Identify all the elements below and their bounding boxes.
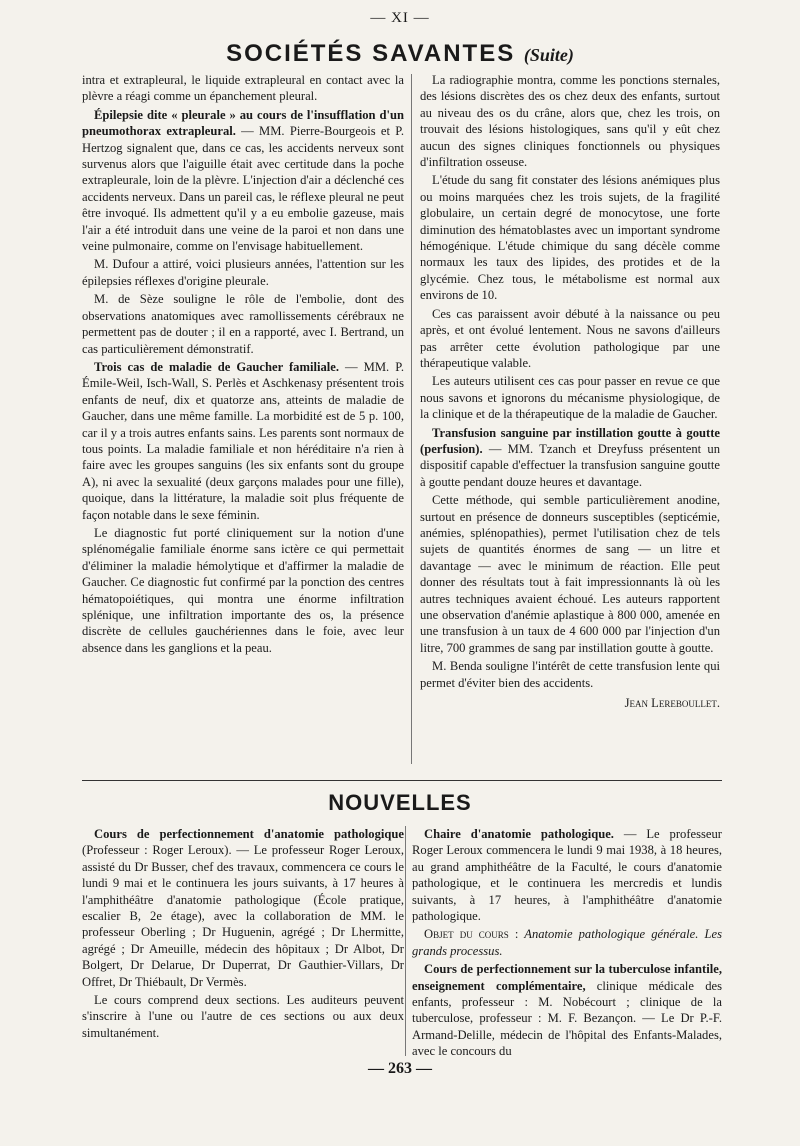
paragraph: M. Dufour a attiré, voici plusieurs années, l'attention sur les épilepsies réflexes d'origine pleurale. — [82, 257, 404, 288]
paragraph: M. Benda souligne l'intérêt de cette transfusion lente qui permet d'éviter bien des accidents. — [420, 659, 720, 690]
section-title: SOCIÉTÉS SAVANTES — [226, 40, 516, 67]
paragraph: La radiographie montra, comme les ponctions sternales, des lésions discrètes des os chez deux des enfants, surtout au niveau des os du crâne, alors que, chez les trois, on trouvait des lésions histologiques, sans qu'il y eût chez aucun des signes cliniques fonctionnels ou physiques d'infiltration osseuse. — [420, 73, 720, 170]
column-divider — [405, 826, 406, 1056]
paragraph: Objet du cours : Anatomie pathologique générale. Les grands processus. — [412, 927, 722, 958]
label: Objet du cours : — [424, 927, 519, 942]
paragraph: Épilepsie dite « pleurale » au cours de l'insufflation d'un pneumothorax extrapleural. — MM. Pierre-Bourgeois et P. Hertzog signalent que, dans ce cas, les accidents nerveux sont survenus alors que l'aiguille était avec certitude dans la poche extrapleurale, loin de la plèvre. L'injection d'air a déclenché ces accidents nerveux. Dans un pareil cas, le réflexe pleural ne peut être invoqué. Ils admettent qu'il y a eu embolie gazeuse, mais l'air a été introduit dans une veine de la paroi et non dans une veine pulmonaire, comme on l'envisage habituellement. — [82, 107, 404, 254]
paragraph: Transfusion sanguine par instillation goutte à goutte (perfusion). — MM. Tzanch et Dreyfuss présentent un dispositif capable d'effectuer la transfusion sanguine goutte à goutte pendant douze heures et davantage. — [420, 425, 720, 489]
paragraph: M. de Sèze souligne le rôle de l'embolie, dont des observations anatomiques avec ramollissements cérébraux ne permettent pas de douter ; il en a rapporté, avec I. Bertrand, un cas particulièrement démonstratif. — [82, 292, 404, 356]
column-divider — [411, 74, 412, 764]
paragraph: Chaire d'anatomie pathologique. — Le professeur Roger Leroux commencera le lundi 9 mai 1938, à 18 heures, au grand amphithéâtre de la Faculté, le cours d'anatomie pathologique, et le continuera les mercredis et lundis suivants, à 17 heures, à l'amphithéâtre d'anatomie pathologique. — [412, 827, 723, 924]
article-title: Chaire d'anatomie pathologique. — [424, 827, 614, 841]
paragraph: Ces cas paraissent avoir débuté à la naissance ou peu après, et ont évolué lentement. Nous ne savons d'ailleurs pas arrêter cette évolution pathologique par une thérapeutique valable. — [420, 306, 720, 370]
paragraph: Cours de perfectionnement d'anatomie pathologique (Professeur : Roger Leroux). — Le professeur Roger Leroux, assisté du Dr Busser, chef des travaux, commencera ce cours le lundi 9 mai et le continuera les jours suivants, à 17 heures à l'amphithéâtre d'anatomie pathologique (École pratique, escalier B, 2e étage), avec la collaboration de MM. le professeur Oberling ; Dr Huguenin, agrégé ; Dr Lhermitte, agrégé ; Dr Ameuille, médecin des hôpitaux ; Dr Albot, Dr Bolgert, Dr Delarue, Dr Duperrat, Dr Gauthier-Villars, Dr Offret, Dr Thiébault, Dr Vermès. — [82, 827, 404, 989]
article-title: Épilepsie dite « pleurale » au cours de l'insufflation d'un pneumothorax extrapleural. — [82, 107, 404, 139]
roman-page-number: — XI — — [370, 10, 430, 26]
page-number: — 263 — — [368, 1060, 432, 1077]
section-suite: (Suite) — [523, 45, 574, 65]
paragraph: Cette méthode, qui semble particulièrement anodine, surtout en présence de donneurs susceptibles (septicémie, anémies, splénopathies), permet l'utilisation chez de tels sujets de quantités énormes de sang — un litre et davantage — avec le minimum de réaction. Elle peut donner des résultats tout à fait impressionnants là où les autres techniques avaient échoué. Les auteurs rapportent une observation d'anémie aplastique à 800 000, amenée en une transfusion à un taux de 4 600 000 par l'injection d'un litre, 700 grammes de sang par instillation goutte à goutte. — [420, 493, 720, 655]
article-title: Transfusion sanguine par instillation goutte à goutte (perfusion). — [420, 425, 720, 456]
left-column — [82, 72, 404, 658]
right-column — [420, 72, 720, 711]
section-rule — [82, 780, 722, 781]
paragraph: Le cours comprend deux sections. Les auditeurs peuvent s'inscrire à l'une ou l'autre de ces sections ou aux deux simultanément. — [82, 993, 404, 1040]
paragraph: intra et extrapleural, le liquide extrapleural en contact avec la plèvre a réagi comme un épanchement pleural. — [82, 73, 404, 104]
article-title: Trois cas de maladie de Gaucher familiale. — [94, 359, 340, 374]
paragraph: Cours de perfectionnement sur la tuberculose infantile, enseignement complémentaire, clinique médicale des enfants, professeur : M. Nobécourt ; clinique de la tuberculose, professeur : M. F. Bezançon. — Le Dr P.-F. Armand-Delille, médecin de l'hôpital des Enfants-Malades, avec le concours du — [412, 962, 723, 1059]
paragraph: L'étude du sang fit constater des lésions anémiques plus ou moins marquées chez les trois sujets, de la fragilité globulaire, un certain degré de monocytose, une forte diminution des hématoblastes avec un important syndrome hémogénique. L'étude chimique du sang décèle comme normaux les taux des lipides, des protides et de la glycémie. Chez tous, le métabolisme est normal aux environs de 10. — [420, 173, 720, 303]
author-signature: Jean Lereboullet. — [624, 696, 720, 711]
paragraph: Les auteurs utilisent ces cas pour passer en revue ce que nous savons et ignorons du mécanisme physiologique, de la clinique et de la thérapeutique de la maladie de Gaucher. — [420, 374, 720, 422]
nouvelles-heading: NOUVELLES — [328, 790, 472, 815]
section-header — [0, 40, 800, 68]
article-title: Cours de perfectionnement d'anatomie pathologique — [94, 827, 404, 841]
nouvelles-left-column — [82, 826, 404, 1043]
article-title: Cours de perfectionnement sur la tuberculose infantile, enseignement complémentaire, — [412, 962, 722, 993]
paragraph: Le diagnostic fut porté cliniquement sur la notion d'une splénomégalie familiale énorme sans ictère ce qui permettait d'éliminer la maladie hémolytique et d'affirmer la maladie de Gaucher. Ce diagnostic fut confirmé par la ponction des centres hématopoiétiques, qui montra une énorme infiltration splénique, une infiltration importante des os, la présence discrète de cellules gauchériennes dans le foie, avec leur absence dans les ganglions et la peau. — [82, 525, 404, 655]
nouvelles-right-column — [412, 826, 722, 1062]
paragraph: Trois cas de maladie de Gaucher familiale. — MM. P. Émile-Weil, Isch-Wall, S. Perlès et Aschkenasy présentent trois enfants de neuf, dix et quatorze ans, atteints de maladie de Gaucher, dans une même famille. La morbidité est de 5 p. 100, car il y a trois autres enfants sains. Les parents sont normaux de tous points. La maladie familiale et non héréditaire n'a rien à faire avec les groupes sanguins (les six enfants sont du groupe A), ni avec la sexualité (deux garçons malades pour une fille), quoique, dans la littérature, la maladie soit plus fréquente de façon notable dans le sexe féminin. — [82, 359, 404, 522]
